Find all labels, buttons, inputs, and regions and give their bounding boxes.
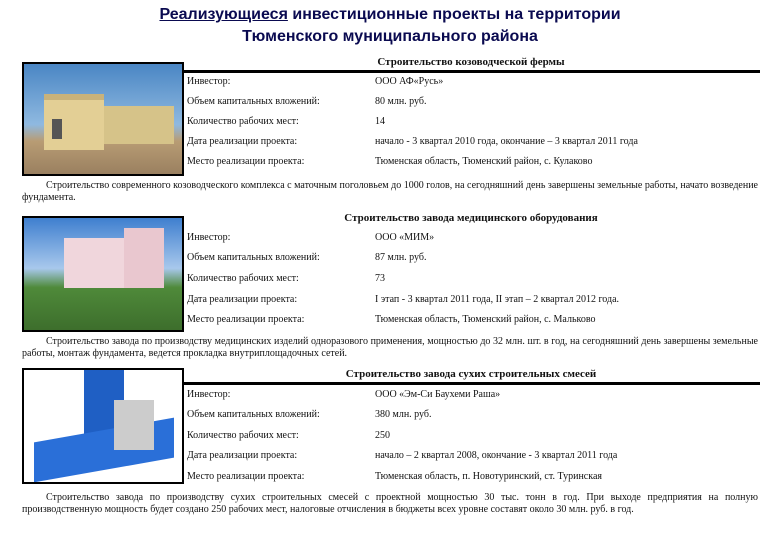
- row-label: Инвестор:: [187, 232, 231, 243]
- table-row: [187, 471, 757, 485]
- row-label: Инвестор:: [187, 389, 231, 400]
- table-row: [187, 156, 757, 170]
- project-heading: Строительство завода медицинского оборудования: [344, 212, 598, 224]
- row-value: ООО «МИМ»: [375, 232, 435, 243]
- table-row: [187, 136, 757, 150]
- table-row: [187, 273, 757, 287]
- row-label: Инвестор:: [187, 76, 231, 87]
- project-heading: Строительство козоводческой фермы: [182, 56, 760, 73]
- title-underlined: Реализующиеся: [159, 6, 288, 23]
- project-description: Строительство завода по производству сухих строительных смесей с проектной мощностью 30 тыс. тонн в год. При выходе предприятия на полную производственную мощность будет создано 250 рабочих мест, налоговые отчисления в бюджеты всех уровне составят около 30 млн. руб. в год.: [22, 492, 758, 515]
- row-label: Место реализации проекта:: [187, 314, 305, 325]
- row-label: Объем капитальных вложений:: [187, 252, 320, 263]
- row-label: Место реализации проекта:: [187, 156, 305, 167]
- table-row: [187, 409, 757, 423]
- row-label: Дата реализации проекта:: [187, 294, 298, 305]
- table-row: [187, 389, 757, 403]
- row-label: Количество рабочих мест:: [187, 430, 299, 441]
- row-value: начало – 2 квартал 2008, окончание - 3 квартал 2011 года: [375, 450, 618, 461]
- row-label: Объем капитальных вложений:: [187, 96, 320, 107]
- table-row: [187, 294, 757, 308]
- title-rest: инвестиционные проекты на территории: [287, 6, 621, 23]
- mix-plant-photo: [22, 368, 184, 484]
- row-value: 73: [375, 273, 385, 284]
- row-value: 80 млн. руб.: [375, 96, 427, 107]
- row-value: I этап - 3 квартал 2011 года, II этап – 2 квартал 2012 года.: [375, 294, 620, 305]
- row-value: Тюменская область, Тюменский район, с. Кулаково: [375, 156, 593, 167]
- project-heading: Строительство завода сухих строительных смесей: [182, 368, 760, 385]
- row-value: начало - 3 квартал 2010 года, окончание – 3 квартал 2011 года: [375, 136, 638, 147]
- page-title-line2: Тюменского муниципального района: [242, 28, 538, 45]
- row-value: 14: [375, 116, 385, 127]
- row-value: 87 млн. руб.: [375, 252, 427, 263]
- row-value: Тюменская область, п. Новотуринский, ст. Туринская: [375, 471, 602, 482]
- project-description: Строительство современного козоводческого комплекса с маточным поголовьем до 1000 голов, на сегодняшний день завершены земельные работы, начато возведение фундамента.: [22, 180, 758, 203]
- row-value: ООО АФ«Русь»: [375, 76, 444, 87]
- row-value: 380 млн. руб.: [375, 409, 432, 420]
- page-title: [0, 6, 780, 24]
- row-label: Место реализации проекта:: [187, 471, 305, 482]
- row-label: Количество рабочих мест:: [187, 273, 299, 284]
- row-label: Дата реализации проекта:: [187, 450, 298, 461]
- table-row: [187, 96, 757, 110]
- medical-plant-photo: [22, 216, 184, 332]
- table-row: [187, 232, 757, 246]
- farm-photo: [22, 62, 184, 176]
- table-row: [187, 314, 757, 328]
- row-label: Объем капитальных вложений:: [187, 409, 320, 420]
- table-row: [187, 252, 757, 266]
- row-label: Дата реализации проекта:: [187, 136, 298, 147]
- table-row: [187, 430, 757, 444]
- project-description: Строительство завода по производству медицинских изделий одноразового применения, мощностью до 32 млн. шт. в год, на сегодняшний день завершены земельные работы, монтаж фундамента, ведется прокладка внутриплощадочных сетей.: [22, 336, 758, 359]
- row-value: 250: [375, 430, 390, 441]
- row-label: Количество рабочих мест:: [187, 116, 299, 127]
- table-row: [187, 76, 757, 90]
- table-row: [187, 450, 757, 464]
- table-row: [187, 116, 757, 130]
- row-value: ООО «Эм-Си Баухеми Раша»: [375, 389, 501, 400]
- row-value: Тюменская область, Тюменский район, с. Мальково: [375, 314, 596, 325]
